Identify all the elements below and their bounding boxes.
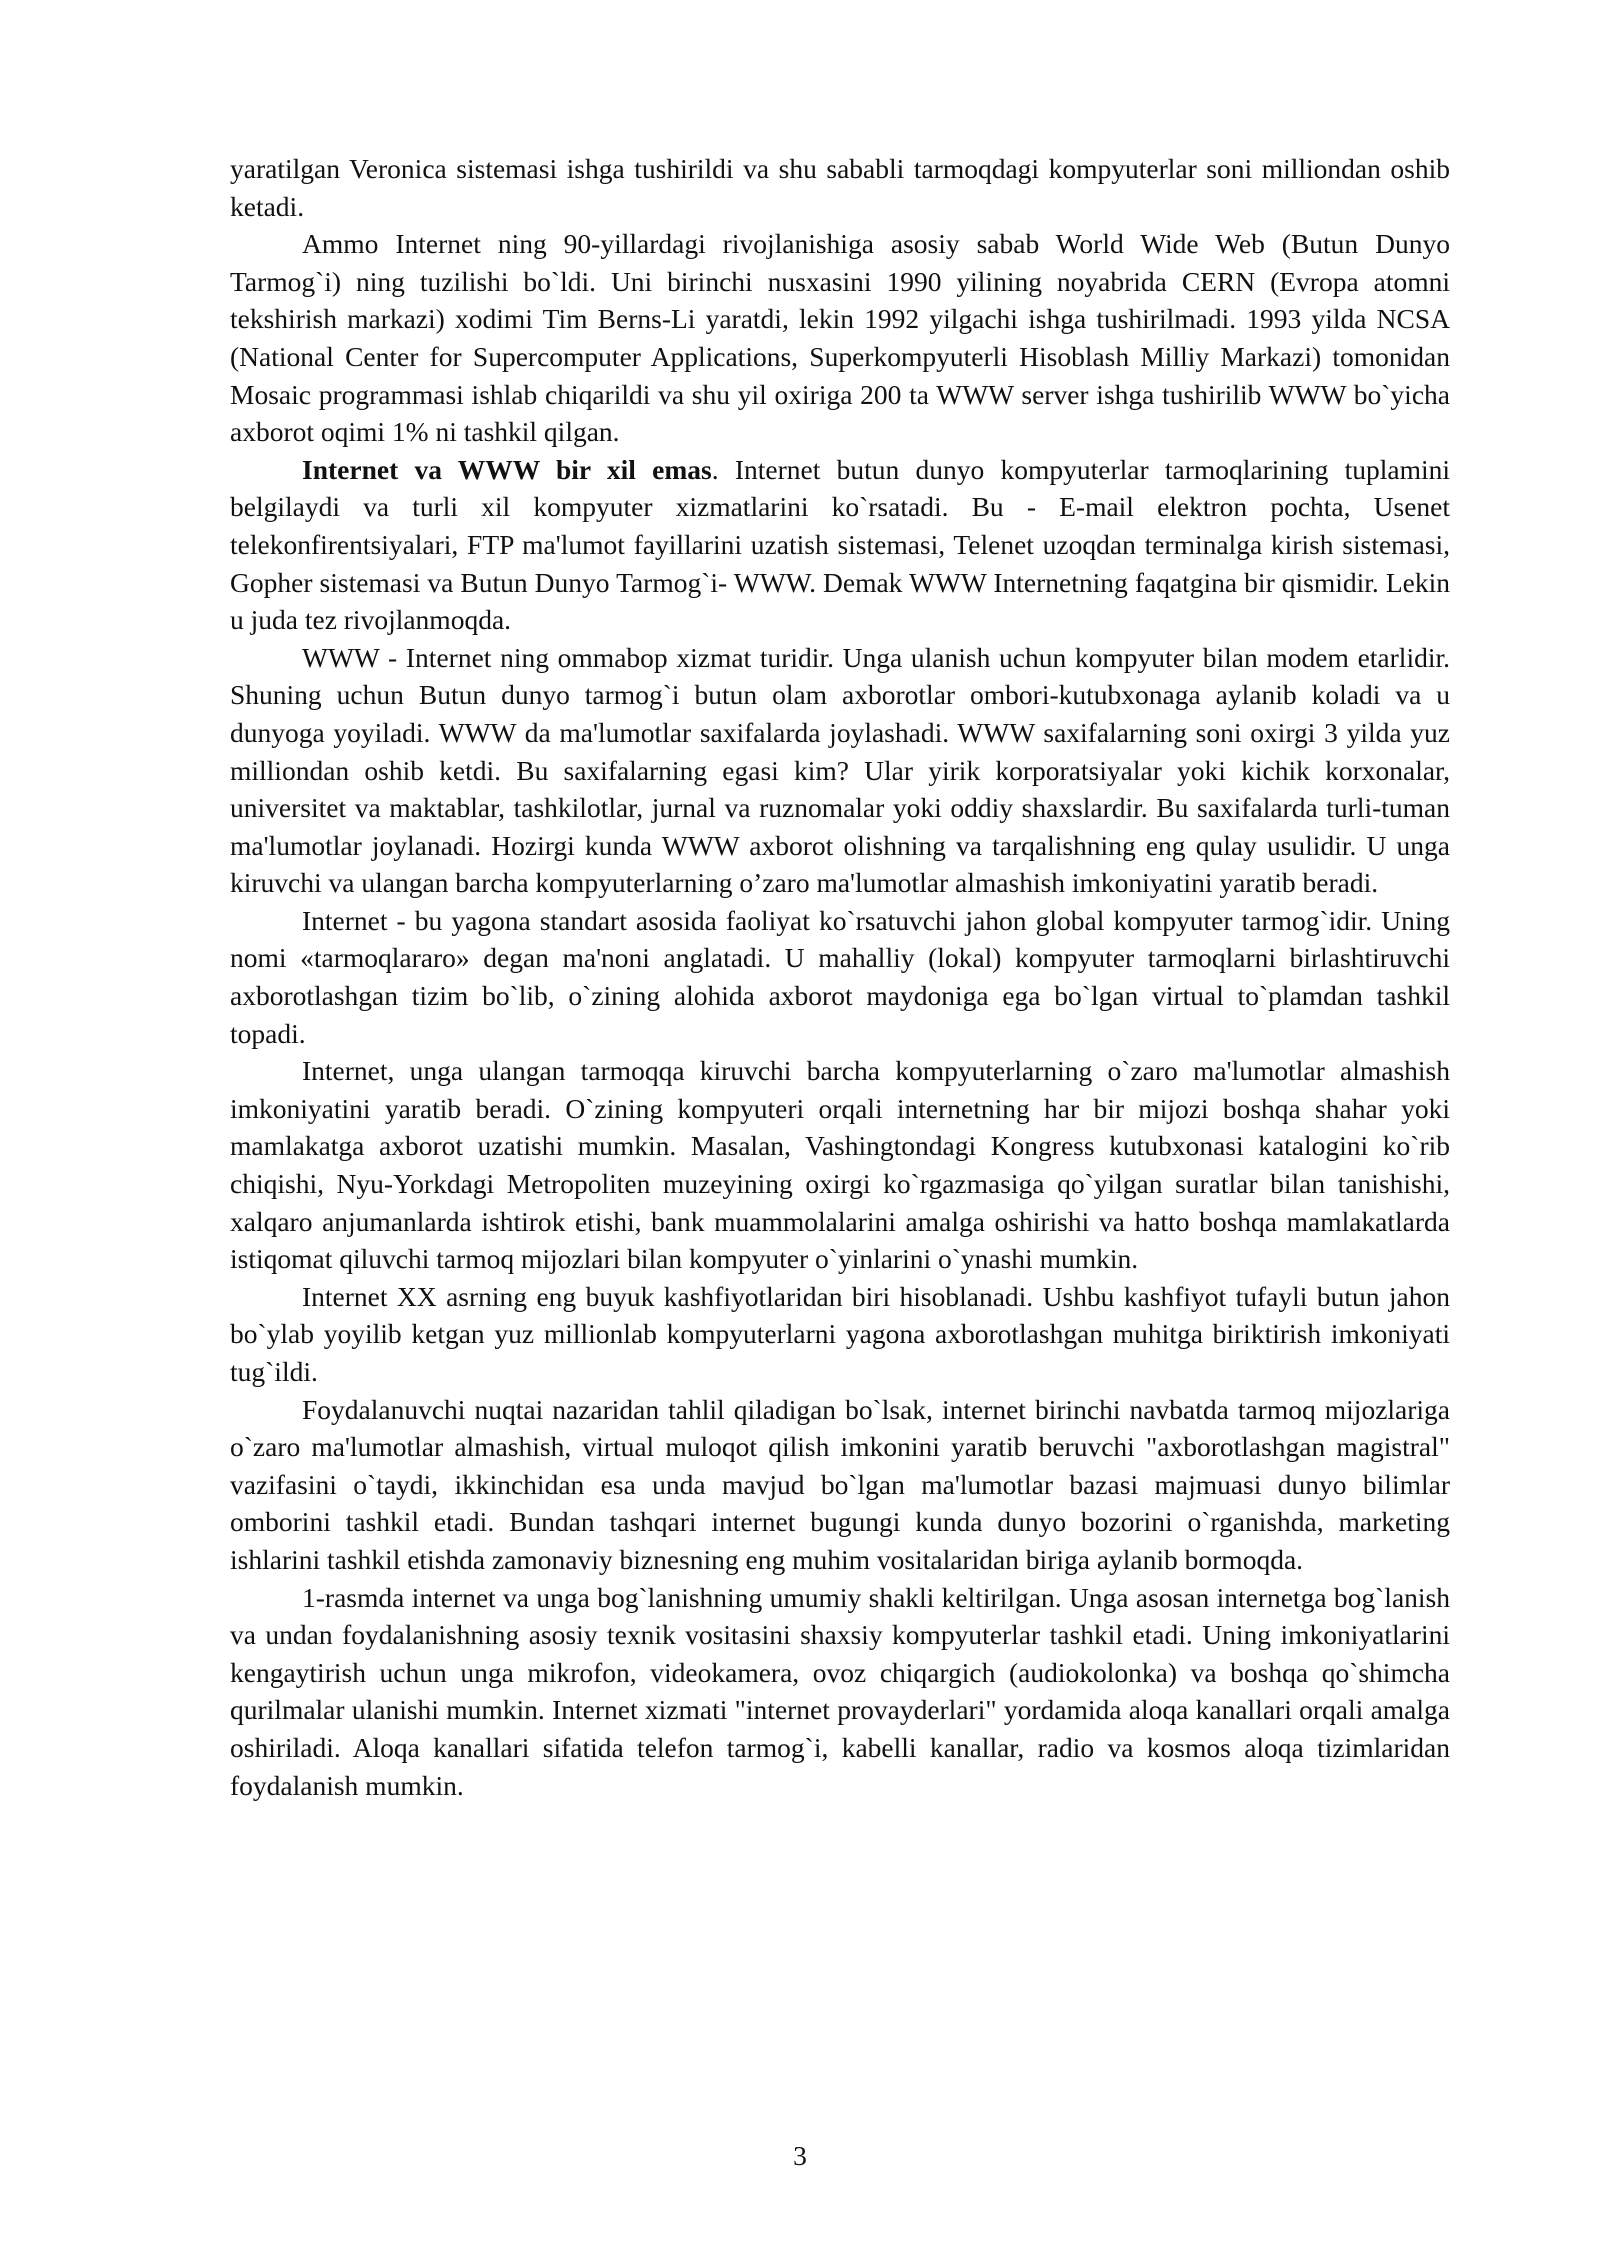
paragraph-7: Internet XX asrning eng buyuk kashfiyotlaridan biri hisoblanadi. Ushbu kashfiyot tufayli butun jahon bo`ylab yoyilib ketgan yuz millionlab kompyuterlarni yagona axborotlashgan muhitga biriktirish imkoniyati tug`ildi.	[230, 1280, 1450, 1387]
page-number: 3	[793, 2140, 807, 2171]
paragraph-2: Ammo Internet ning 90-yillardagi rivojlanishiga asosiy sabab World Wide Web (Butun Dunyo Tarmog`i) ning tuzilishi bo`ldi. Uni birinchi nusxasini 1990 yilining noyabrida CERN (Evropa atomni tekshirish markazi) xodimi Tim Berns-Li yaratdi, lekin 1992 yilgachi ishga tushirilmadi. 1993 yilda NCSA (National Center for Supercomputer Applications, Superkompyuterli Hisoblash Milliy Markazi) tomonidan Mosaic programmasi ishlab chiqarildi va shu yil oxiriga 200 ta WWW server ishga tushirilib WWW bo`yicha axborot oqimi 1% ni tashkil qilgan.	[230, 228, 1450, 448]
paragraph-9: 1-rasmda internet va unga bog`lanishning umumiy shakli keltirilgan. Unga asosan internetga bog`lanish va undan foydalanishning asosiy texnik vositasini shaxsiy kompyuterlar tashkil etadi. Uning imkoniyatlarini kengaytirish uchun unga mikrofon, videokamera, ovoz chiqargich (audiokolonka) va boshqa qo`shimcha qurilmalar ulanishi mumkin. Internet xizmati "internet provayderlari" yordamida aloqa kanallari orqali amalga oshiriladi. Aloqa kanallari sifatida telefon tarmog`i, kabelli kanallar, radio va kosmos aloqa tizimlaridan foydalanish mumkin.	[230, 1581, 1450, 1801]
document-body	[230, 150, 1450, 1804]
paragraph-8: Foydalanuvchi nuqtai nazaridan tahlil qiladigan bo`lsak, internet birinchi navbatda tarmoq mijozlariga o`zaro ma'lumotlar almashish, virtual muloqot qilish imkonini yaratib beruvchi "axborotlashgan magistral" vazifasini o`taydi, ikkinchidan esa unda mavjud bo`lgan ma'lumotlar bazasi majmuasi dunyo bilimlar omborini tashkil etadi. Bundan tashqari internet bugungi kunda dunyo bozorini o`rganishda, marketing ishlarini tashkil etishda zamonaviy biznesning eng muhim vositalaridan biriga aylanib bormoqda.	[230, 1393, 1450, 1575]
paragraph-3-text: . Internet butun dunyo kompyuterlar tarmoqlarining tuplamini belgilaydi va turli xil kompyuter xizmatlarini ko`rsatadi. Bu - E-mail elektron pochta, Usenet telekonfirentsiyalari, FTP ma'lumot fayillarini uzatish sistemasi, Telenet uzoqdan terminalga kirish sistemasi, Gopher sistemasi va Butun Dunyo Tarmog`i- WWW. Demak WWW Internetning faqatgina bir qismidir. Lekin u juda tez rivojlanmoqda.	[230, 453, 1450, 636]
paragraph-3-bold-lead: Internet va WWW bir xil emas	[302, 453, 712, 485]
paragraph-3	[230, 451, 1450, 639]
paragraph-1: yaratilgan Veronica sistemasi ishga tushirildi va shu sababli tarmoqdagi kompyuterlar soni milliondan oshib ketadi.	[230, 153, 1450, 222]
paragraph-4: WWW - Internet ning ommabop xizmat turidir. Unga ulanish uchun kompyuter bilan modem etarlidir. Shuning uchun Butun dunyo tarmog`i butun olam axborotlar ombori-kutubxonaga aylanib koladi va u dunyoga yoyiladi. WWW da ma'lumotlar saxifalarda joylashadi. WWW saxifalarning soni oxirgi 3 yilda yuz milliondan oshib ketdi. Bu saxifalarning egasi kim? Ular yirik korporatsiyalar yoki kichik korxonalar, universitet va maktablar, tashkilotlar, jurnal va ruznomalar yoki oddiy shaxslardir. Bu saxifalarda turli-tuman ma'lumotlar joylanadi. Hozirgi kunda WWW axborot olishning va tarqalishning eng qulay usulidir. U unga kiruvchi va ulangan barcha kompyuterlarning o’zaro ma'lumotlar almashish imkoniyatini yaratib beradi.	[230, 641, 1450, 899]
paragraph-6: Internet, unga ulangan tarmoqqa kiruvchi barcha kompyuterlarning o`zaro ma'lumotlar almashish imkoniyatini yaratib beradi. O`zining kompyuteri orqali internetning har bir mijozi boshqa shahar yoki mamlakatga axborot uzatishi mumkin. Masalan, Vashingtondagi Kongress kutubxonasi katalogini ko`rib chiqishi, Nyu-Yorkdagi Metropoliten muzeyining oxirgi ko`rgazmasiga qo`yilgan suratlar bilan tanishishi, xalqaro anjumanlarda ishtirok etishi, bank muammolalarini amalga oshirishi va hatto boshqa mamlakatlarda istiqomat qiluvchi tarmoq mijozlari bilan kompyuter o`yinlarini o`ynashi mumkin.	[230, 1055, 1450, 1275]
paragraph-5: Internet - bu yagona standart asosida faoliyat ko`rsatuvchi jahon global kompyuter tarmog`idir. Uning nomi «tarmoqlararo» degan ma'noni anglatadi. U mahalliy (lokal) kompyuter tarmoqlarni birlashtiruvchi axborotlashgan tizim bo`lib, o`zining alohida axborot maydoniga ega bo`lgan virtual to`plamdan tashkil topadi.	[230, 904, 1450, 1049]
